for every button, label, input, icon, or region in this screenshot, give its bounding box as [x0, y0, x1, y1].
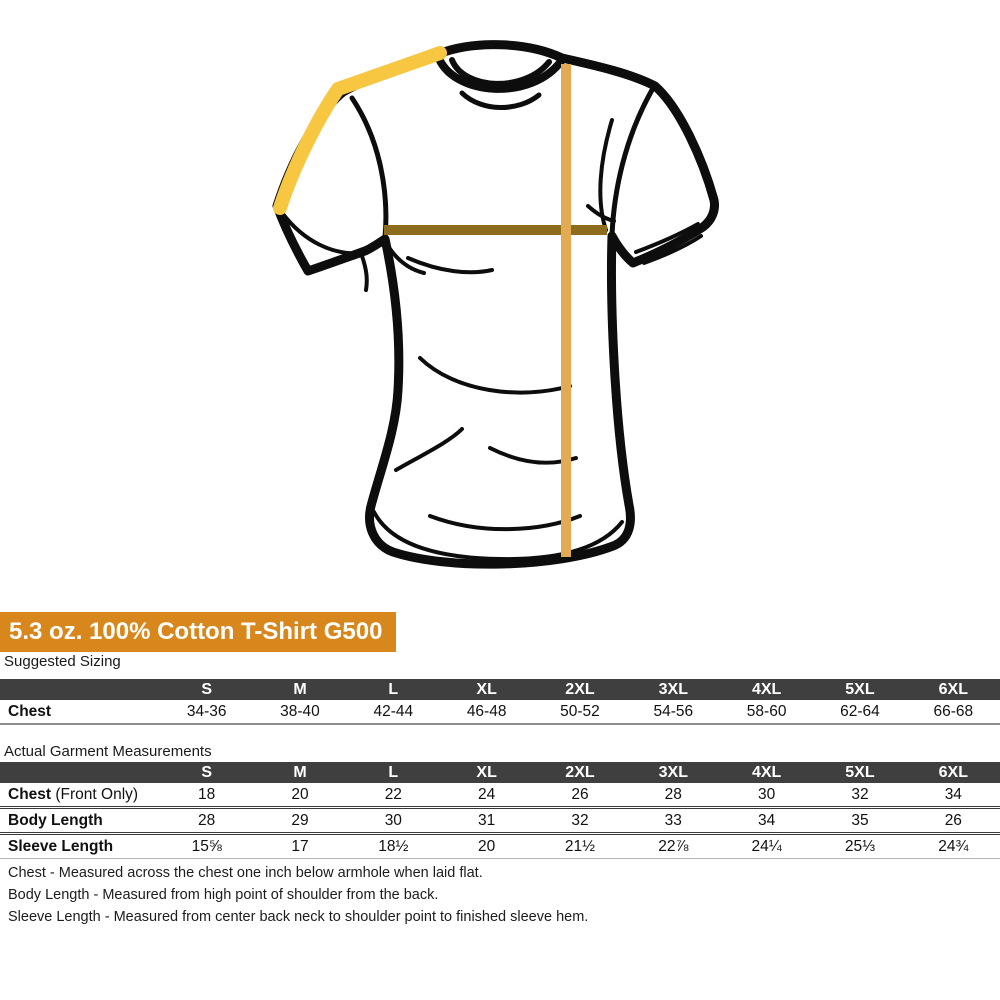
row-label-header	[0, 679, 160, 700]
measurement-row	[0, 700, 1000, 724]
measurement-cell: 58-60	[720, 700, 813, 724]
measurement-cell: 62-64	[813, 700, 906, 724]
size-column-header: 2XL	[533, 762, 626, 783]
measurement-cell: 42-44	[347, 700, 440, 724]
measurement-cell: 24	[440, 783, 533, 808]
size-column-header: XL	[440, 679, 533, 700]
measurement-cell: 21½	[533, 834, 626, 859]
measurement-cell: 34	[720, 808, 813, 834]
sleeve-length-note: Sleeve Length - Measured from center back neck to shoulder point to finished sleeve hem.	[8, 909, 589, 925]
size-column-header: S	[160, 679, 253, 700]
table-header-row	[0, 679, 1000, 700]
measurement-cell: 66-68	[907, 700, 1000, 724]
size-column-header: M	[253, 679, 346, 700]
measurement-cell: 22⅞	[627, 834, 720, 859]
measurement-cell: 31	[440, 808, 533, 834]
suggested-sizing-label: Suggested Sizing	[4, 653, 121, 670]
measurement-cell: 26	[533, 783, 626, 808]
row-label-header	[0, 762, 160, 783]
measurement-cell: 33	[627, 808, 720, 834]
measurement-cell: 28	[160, 808, 253, 834]
row-label: Sleeve Length	[0, 834, 160, 859]
product-banner-title: 5.3 oz. 100% Cotton T-Shirt G500	[9, 618, 383, 645]
size-column-header: XL	[440, 762, 533, 783]
measurement-cell: 24¾	[907, 834, 1000, 859]
measurement-cell: 18½	[347, 834, 440, 859]
measurement-cell: 15⅝	[160, 834, 253, 859]
measurement-cell: 20	[253, 783, 346, 808]
measurement-row	[0, 783, 1000, 808]
measurement-cell: 26	[907, 808, 1000, 834]
size-column-header: 5XL	[813, 679, 906, 700]
measurement-cell: 29	[253, 808, 346, 834]
size-column-header: 4XL	[720, 679, 813, 700]
measurement-cell: 18	[160, 783, 253, 808]
suggested-sizing-table	[0, 679, 1000, 725]
row-label: Body Length	[0, 808, 160, 834]
measurement-row	[0, 834, 1000, 859]
measurement-cell: 30	[720, 783, 813, 808]
size-column-header: M	[253, 762, 346, 783]
measurement-cell: 50-52	[533, 700, 626, 724]
row-label: Chest (Front Only)	[0, 783, 160, 808]
measurement-cell: 35	[813, 808, 906, 834]
measurement-cell: 30	[347, 808, 440, 834]
product-banner	[0, 612, 396, 652]
measurement-cell: 46-48	[440, 700, 533, 724]
measurement-cell: 24¼	[720, 834, 813, 859]
size-column-header: 2XL	[533, 679, 626, 700]
size-column-header: 3XL	[627, 762, 720, 783]
size-column-header: S	[160, 762, 253, 783]
measurement-cell: 32	[813, 783, 906, 808]
measurement-cell: 32	[533, 808, 626, 834]
garment-measurements-table	[0, 762, 1000, 859]
measurement-notes	[8, 862, 992, 928]
measurement-cell: 22	[347, 783, 440, 808]
actual-measurements-label: Actual Garment Measurements	[4, 743, 212, 760]
table-header-row	[0, 762, 1000, 783]
size-column-header: 3XL	[627, 679, 720, 700]
measurement-cell: 34	[907, 783, 1000, 808]
measurement-cell: 54-56	[627, 700, 720, 724]
measurement-row	[0, 808, 1000, 834]
size-column-header: 6XL	[907, 762, 1000, 783]
row-label: Chest	[0, 700, 160, 724]
body-length-note: Body Length - Measured from high point of shoulder from the back.	[8, 887, 439, 903]
size-column-header: L	[347, 679, 440, 700]
measurement-cell: 34-36	[160, 700, 253, 724]
size-column-header: L	[347, 762, 440, 783]
shirt-outline	[277, 45, 715, 565]
size-column-header: 4XL	[720, 762, 813, 783]
chest-note: Chest - Measured across the chest one inch below armhole when laid flat.	[8, 865, 483, 881]
measurement-cell: 20	[440, 834, 533, 859]
size-column-header: 5XL	[813, 762, 906, 783]
measurement-cell: 17	[253, 834, 346, 859]
measurement-cell: 25⅓	[813, 834, 906, 859]
measurement-cell: 38-40	[253, 700, 346, 724]
size-column-header: 6XL	[907, 679, 1000, 700]
measurement-cell: 28	[627, 783, 720, 808]
